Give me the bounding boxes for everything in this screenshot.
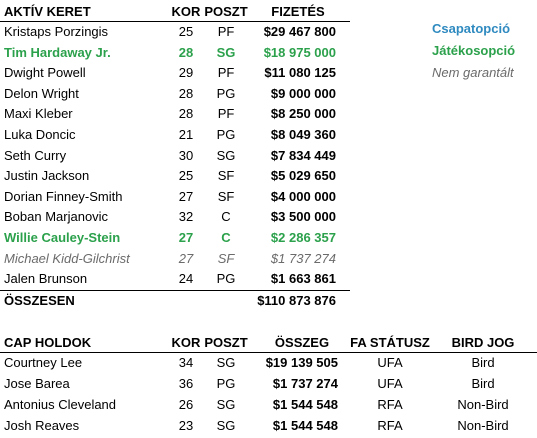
player-position[interactable]: SF — [217, 250, 235, 266]
table-row — [0, 269, 537, 289]
player-position[interactable]: C — [221, 230, 231, 245]
header-cap-holds[interactable]: CAP HOLDOK — [4, 335, 92, 350]
player-age[interactable]: 30 — [178, 147, 194, 163]
player-position[interactable]: PF — [217, 65, 235, 81]
bird-rights[interactable]: Non-Bird — [457, 418, 509, 433]
player-age[interactable]: 36 — [178, 376, 194, 391]
player-position[interactable]: SG — [216, 147, 236, 163]
player-salary[interactable]: $11 080 125 — [264, 65, 336, 81]
legend-player-option[interactable]: Játékosopció — [432, 43, 516, 58]
player-age[interactable]: 28 — [178, 85, 194, 101]
player-age[interactable]: 26 — [178, 397, 194, 412]
table-row — [0, 84, 537, 104]
player-position[interactable]: SG — [216, 44, 236, 60]
table-row — [0, 395, 537, 415]
player-salary[interactable]: $7 834 449 — [270, 147, 336, 163]
active-roster-header-row — [0, 2, 537, 22]
player-salary[interactable]: $4 000 000 — [270, 188, 336, 204]
player-age[interactable]: 32 — [178, 209, 194, 225]
player-age[interactable]: 27 — [178, 230, 194, 245]
player-name[interactable]: Jalen Brunson — [4, 271, 88, 287]
header-salary[interactable]: FIZETÉS — [271, 4, 325, 19]
player-age[interactable]: 27 — [178, 188, 194, 204]
player-name[interactable]: Seth Curry — [4, 147, 67, 163]
bird-rights[interactable]: Bird — [471, 355, 495, 370]
fa-status[interactable]: RFA — [377, 418, 403, 433]
player-name[interactable]: Maxi Kleber — [4, 106, 73, 122]
player-salary[interactable]: $1 737 274 — [270, 250, 336, 266]
cap-hold-amount[interactable]: $1 544 548 — [272, 397, 338, 412]
player-age[interactable]: 29 — [178, 65, 194, 81]
player-salary[interactable]: $29 467 800 — [263, 24, 336, 39]
player-name[interactable]: Dorian Finney-Smith — [4, 188, 123, 204]
player-position[interactable]: C — [221, 209, 231, 225]
player-name[interactable]: Jose Barea — [4, 376, 70, 391]
legend-non-guaranteed[interactable]: Nem garantált — [432, 65, 514, 80]
total-value[interactable]: $110 873 876 — [257, 293, 336, 308]
player-salary[interactable]: $5 029 650 — [270, 168, 336, 184]
player-salary[interactable]: $2 286 357 — [270, 230, 336, 245]
player-name[interactable]: Delon Wright — [4, 85, 79, 101]
player-salary[interactable]: $8 049 360 — [270, 127, 336, 142]
fa-status[interactable]: UFA — [377, 376, 403, 391]
fa-status[interactable]: RFA — [377, 397, 403, 412]
player-age[interactable]: 21 — [178, 127, 194, 142]
player-age[interactable]: 24 — [178, 271, 194, 287]
player-name[interactable]: Boban Marjanovic — [4, 209, 109, 225]
player-name[interactable]: Antonius Cleveland — [4, 397, 117, 412]
player-name[interactable]: Justin Jackson — [4, 168, 90, 184]
table-row — [0, 374, 537, 394]
header-position[interactable]: POSZT — [204, 4, 248, 19]
player-position[interactable]: PF — [217, 106, 235, 122]
player-name[interactable]: Luka Doncic — [4, 127, 76, 142]
player-position[interactable]: PG — [216, 271, 236, 287]
table-row — [0, 353, 537, 373]
header-position-2[interactable]: POSZT — [204, 335, 248, 350]
player-position[interactable]: PG — [216, 127, 236, 142]
player-age[interactable]: 25 — [178, 168, 194, 184]
player-position[interactable]: SG — [216, 397, 236, 412]
cap-hold-amount[interactable]: $1 737 274 — [272, 376, 338, 391]
legend-team-option[interactable]: Csapatopció — [432, 21, 511, 36]
player-age[interactable]: 23 — [178, 418, 194, 433]
player-salary[interactable]: $8 250 000 — [270, 106, 336, 122]
table-row — [0, 146, 537, 166]
table-row — [0, 228, 537, 248]
table-row — [0, 104, 537, 124]
table-row — [0, 249, 537, 269]
player-position[interactable]: PG — [216, 376, 236, 391]
player-name[interactable]: Dwight Powell — [4, 65, 86, 81]
player-age[interactable]: 28 — [178, 44, 194, 60]
bird-rights[interactable]: Bird — [471, 376, 495, 391]
player-position[interactable]: SF — [217, 168, 235, 184]
total-row — [0, 291, 537, 311]
header-age[interactable]: KOR — [171, 4, 201, 19]
player-position[interactable]: PG — [216, 85, 236, 101]
player-age[interactable]: 34 — [178, 355, 194, 370]
table-row — [0, 125, 537, 145]
header-amount[interactable]: ÖSSZEG — [274, 335, 330, 350]
header-bird-rights[interactable]: BIRD JOG — [451, 335, 515, 350]
player-salary[interactable]: $3 500 000 — [270, 209, 336, 225]
player-position[interactable]: PF — [217, 24, 235, 39]
player-name[interactable]: Willie Cauley-Stein — [4, 230, 121, 245]
player-name[interactable]: Tim Hardaway Jr. — [4, 44, 111, 60]
cap-hold-amount[interactable]: $19 139 505 — [265, 355, 338, 370]
player-age[interactable]: 28 — [178, 106, 194, 122]
player-name[interactable]: Courtney Lee — [4, 355, 83, 370]
cap-hold-amount[interactable]: $1 544 548 — [272, 418, 338, 433]
player-age[interactable]: 27 — [178, 250, 194, 266]
player-name[interactable]: Michael Kidd-Gilchrist — [4, 250, 130, 266]
bird-rights[interactable]: Non-Bird — [457, 397, 509, 412]
header-fa-status[interactable]: FA STÁTUSZ — [350, 335, 430, 350]
player-salary[interactable]: $9 000 000 — [270, 85, 336, 101]
header-age-2[interactable]: KOR — [171, 335, 201, 350]
header-name[interactable]: AKTÍV KERET — [4, 4, 91, 19]
table-row — [0, 187, 537, 207]
player-name[interactable]: Kristaps Porzingis — [4, 24, 109, 39]
player-position[interactable]: SG — [216, 418, 236, 433]
table-row — [0, 166, 537, 186]
player-age[interactable]: 25 — [178, 24, 194, 39]
cap-holds-header-row — [0, 333, 537, 353]
table-row — [0, 207, 537, 227]
player-name[interactable]: Josh Reaves — [4, 418, 80, 433]
table-row — [0, 416, 537, 436]
total-label[interactable]: ÖSSZESEN — [4, 293, 75, 308]
player-salary[interactable]: $18 975 000 — [263, 44, 336, 60]
fa-status[interactable]: UFA — [377, 355, 403, 370]
player-position[interactable]: SF — [217, 188, 235, 204]
player-salary[interactable]: $1 663 861 — [270, 271, 336, 287]
player-position[interactable]: SG — [216, 355, 236, 370]
